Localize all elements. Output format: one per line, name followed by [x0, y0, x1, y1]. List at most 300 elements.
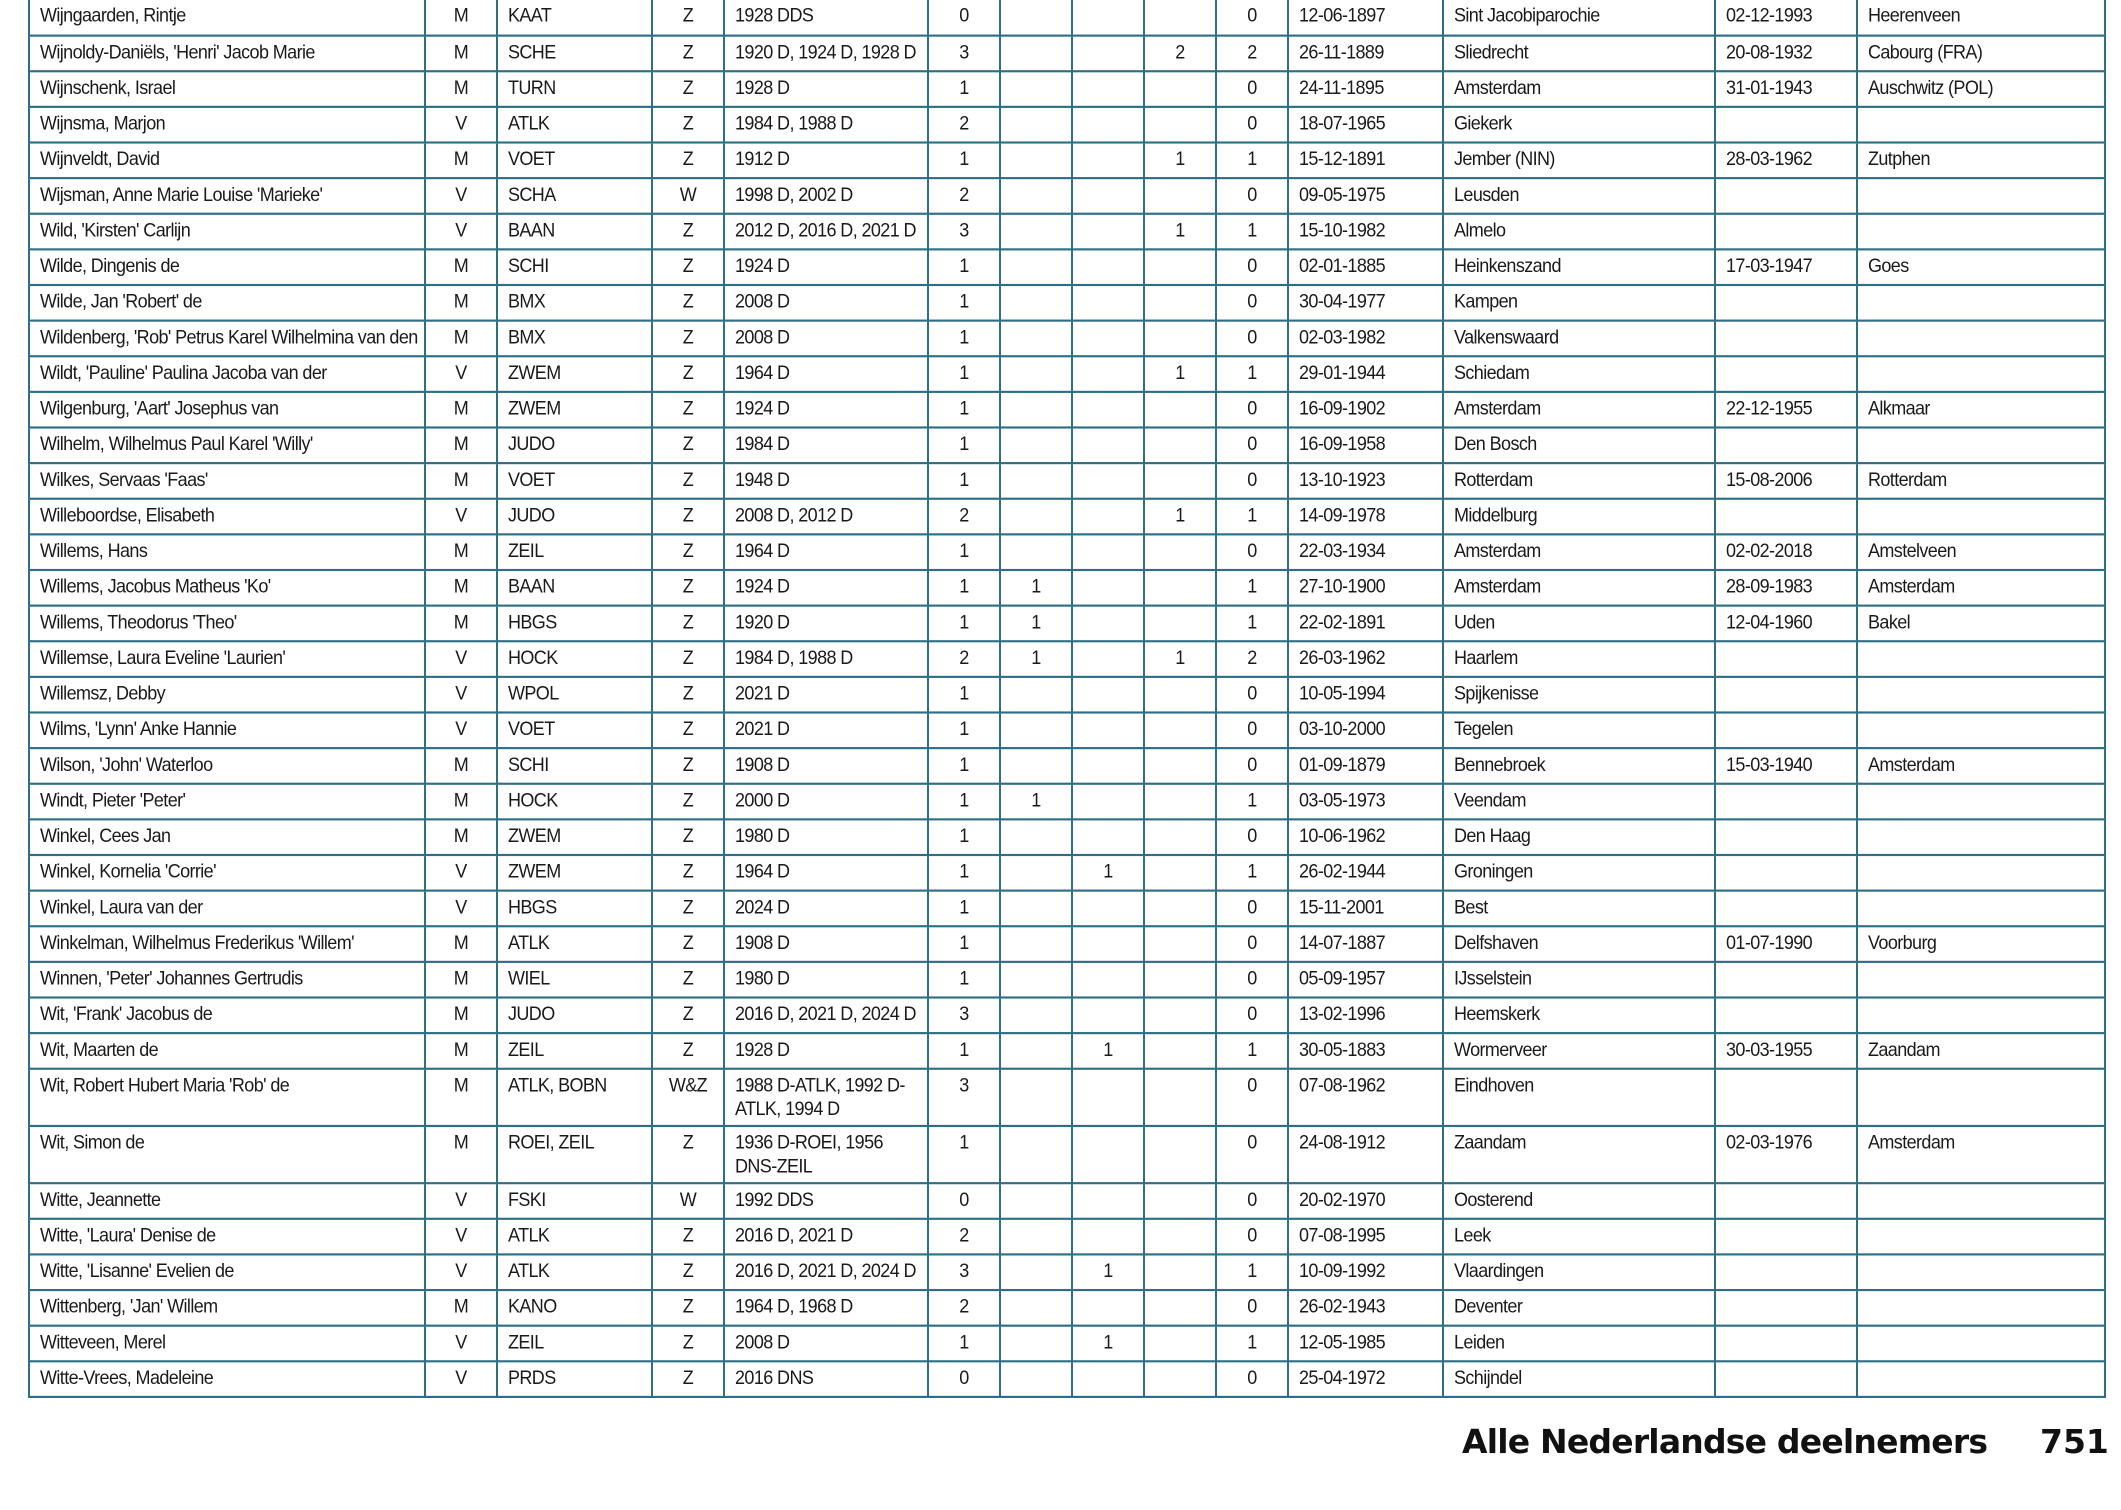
cell-gender: M — [425, 606, 497, 642]
cell-name: Wit, Robert Hubert Maria 'Rob' de — [29, 1069, 425, 1126]
cell-birth-place: Deventer — [1443, 1290, 1715, 1326]
cell-participations: 1912 D — [724, 142, 928, 178]
cell-name: Wilgenburg, 'Aart' Josephus van — [29, 392, 425, 428]
cell-gold — [1000, 499, 1072, 535]
cell-season: Z — [652, 534, 724, 570]
cell-season: Z — [652, 784, 724, 820]
cell-medals: 1 — [1216, 1033, 1288, 1069]
cell-name: Windt, Pieter 'Peter' — [29, 784, 425, 820]
cell-sport: HBGS — [497, 606, 652, 642]
table-row — [29, 392, 2105, 428]
table-row — [29, 1183, 2105, 1219]
cell-death-date — [1715, 1361, 1857, 1397]
cell-participations: 1924 D — [724, 570, 928, 606]
cell-birth-place: Veendam — [1443, 784, 1715, 820]
cell-birth-place: Den Haag — [1443, 819, 1715, 855]
cell-sport: ZWEM — [497, 356, 652, 392]
cell-birth-date: 10-05-1994 — [1288, 677, 1443, 713]
cell-death-date: 02-02-2018 — [1715, 534, 1857, 570]
cell-season: Z — [652, 214, 724, 250]
cell-sport: WIEL — [497, 962, 652, 998]
cell-birth-place: Heinkenszand — [1443, 249, 1715, 285]
cell-silver — [1072, 1126, 1144, 1183]
cell-birth-date: 02-01-1885 — [1288, 249, 1443, 285]
cell-gold: 1 — [1000, 606, 1072, 642]
cell-count: 0 — [928, 0, 1000, 36]
cell-silver — [1072, 356, 1144, 392]
cell-gold — [1000, 285, 1072, 321]
cell-bronze — [1144, 677, 1216, 713]
cell-bronze — [1144, 0, 1216, 36]
cell-participations: 2008 D — [724, 1326, 928, 1362]
cell-silver — [1072, 1069, 1144, 1126]
table-row — [29, 606, 2105, 642]
cell-participations: 1920 D, 1924 D, 1928 D — [724, 36, 928, 72]
cell-birth-place: Amsterdam — [1443, 392, 1715, 428]
cell-name: Winkel, Kornelia 'Corrie' — [29, 855, 425, 891]
cell-birth-date: 26-03-1962 — [1288, 641, 1443, 677]
cell-sport: SCHE — [497, 36, 652, 72]
cell-gold — [1000, 427, 1072, 463]
cell-season: Z — [652, 819, 724, 855]
cell-season: Z — [652, 1290, 724, 1326]
cell-name: Wildt, 'Pauline' Paulina Jacoba van der — [29, 356, 425, 392]
table-row — [29, 36, 2105, 72]
cell-sport: TURN — [497, 71, 652, 107]
cell-participations: 1998 D, 2002 D — [724, 178, 928, 214]
cell-gold — [1000, 1219, 1072, 1255]
cell-gender: M — [425, 285, 497, 321]
cell-medals: 0 — [1216, 1290, 1288, 1326]
cell-participations: 2016 D, 2021 D — [724, 1219, 928, 1255]
cell-gender: M — [425, 427, 497, 463]
cell-medals: 0 — [1216, 748, 1288, 784]
table-row — [29, 677, 2105, 713]
cell-birth-place: Sliedrecht — [1443, 36, 1715, 72]
cell-silver — [1072, 499, 1144, 535]
cell-birth-date: 22-03-1934 — [1288, 534, 1443, 570]
cell-silver — [1072, 249, 1144, 285]
cell-participations: 1928 D — [724, 71, 928, 107]
cell-participations: 2016 D, 2021 D, 2024 D — [724, 1254, 928, 1290]
cell-name: Witte, 'Laura' Denise de — [29, 1219, 425, 1255]
table-row — [29, 321, 2105, 357]
cell-count: 1 — [928, 142, 1000, 178]
cell-death-date — [1715, 962, 1857, 998]
cell-death-place: Voorburg — [1857, 926, 2105, 962]
cell-gender: M — [425, 1290, 497, 1326]
cell-name: Witte, 'Lisanne' Evelien de — [29, 1254, 425, 1290]
cell-season: Z — [652, 891, 724, 927]
cell-medals: 0 — [1216, 1183, 1288, 1219]
cell-death-place — [1857, 641, 2105, 677]
cell-birth-date: 12-06-1897 — [1288, 0, 1443, 36]
cell-count: 1 — [928, 748, 1000, 784]
cell-medals: 1 — [1216, 214, 1288, 250]
cell-season: Z — [652, 926, 724, 962]
cell-participations: 2008 D — [724, 285, 928, 321]
cell-gender: V — [425, 677, 497, 713]
cell-participations: 1980 D — [724, 962, 928, 998]
cell-silver — [1072, 178, 1144, 214]
cell-birth-date: 16-09-1902 — [1288, 392, 1443, 428]
cell-birth-date: 15-11-2001 — [1288, 891, 1443, 927]
cell-sport: ATLK, BOBN — [497, 1069, 652, 1126]
cell-season: Z — [652, 285, 724, 321]
table-row — [29, 1326, 2105, 1362]
cell-medals: 0 — [1216, 427, 1288, 463]
cell-gender: M — [425, 748, 497, 784]
cell-name: Wildenberg, 'Rob' Petrus Karel Wilhelmina van den — [29, 321, 425, 357]
cell-gold: 1 — [1000, 641, 1072, 677]
cell-medals: 0 — [1216, 463, 1288, 499]
cell-sport: ATLK — [497, 1254, 652, 1290]
cell-season: Z — [652, 321, 724, 357]
cell-death-date — [1715, 285, 1857, 321]
cell-bronze: 2 — [1144, 36, 1216, 72]
cell-death-place — [1857, 321, 2105, 357]
cell-silver — [1072, 677, 1144, 713]
cell-death-date — [1715, 1326, 1857, 1362]
cell-death-place: Amsterdam — [1857, 570, 2105, 606]
cell-birth-date: 14-07-1887 — [1288, 926, 1443, 962]
cell-gold — [1000, 36, 1072, 72]
cell-bronze — [1144, 962, 1216, 998]
cell-bronze — [1144, 427, 1216, 463]
cell-birth-date: 24-11-1895 — [1288, 71, 1443, 107]
cell-medals: 0 — [1216, 249, 1288, 285]
cell-season: W — [652, 1183, 724, 1219]
cell-count: 3 — [928, 997, 1000, 1033]
cell-bronze — [1144, 1183, 1216, 1219]
cell-season: Z — [652, 356, 724, 392]
table-row — [29, 534, 2105, 570]
cell-participations: 2012 D, 2016 D, 2021 D — [724, 214, 928, 250]
cell-birth-date: 10-09-1992 — [1288, 1254, 1443, 1290]
cell-count: 1 — [928, 1126, 1000, 1183]
cell-bronze — [1144, 748, 1216, 784]
cell-death-date — [1715, 1290, 1857, 1326]
cell-gold — [1000, 71, 1072, 107]
cell-gender: M — [425, 36, 497, 72]
cell-birth-date: 07-08-1962 — [1288, 1069, 1443, 1126]
cell-birth-date: 03-10-2000 — [1288, 712, 1443, 748]
cell-gold — [1000, 392, 1072, 428]
cell-medals: 0 — [1216, 1069, 1288, 1126]
cell-birth-date: 03-05-1973 — [1288, 784, 1443, 820]
cell-participations: 2024 D — [724, 891, 928, 927]
cell-birth-date: 02-03-1982 — [1288, 321, 1443, 357]
cell-bronze — [1144, 855, 1216, 891]
table-row — [29, 926, 2105, 962]
cell-participations: 1908 D — [724, 926, 928, 962]
cell-count: 0 — [928, 1361, 1000, 1397]
cell-count: 3 — [928, 1069, 1000, 1126]
cell-participations: 1924 D — [724, 392, 928, 428]
cell-bronze — [1144, 392, 1216, 428]
cell-bronze — [1144, 819, 1216, 855]
cell-gender: M — [425, 997, 497, 1033]
cell-death-date: 28-09-1983 — [1715, 570, 1857, 606]
table-row — [29, 962, 2105, 998]
cell-death-date — [1715, 677, 1857, 713]
table-row — [29, 463, 2105, 499]
cell-death-place: Cabourg (FRA) — [1857, 36, 2105, 72]
cell-gender: V — [425, 1361, 497, 1397]
cell-gender: V — [425, 107, 497, 143]
cell-birth-place: Spijkenisse — [1443, 677, 1715, 713]
cell-count: 0 — [928, 1183, 1000, 1219]
cell-name: Wittenberg, 'Jan' Willem — [29, 1290, 425, 1326]
cell-birth-date: 22-02-1891 — [1288, 606, 1443, 642]
cell-medals: 0 — [1216, 997, 1288, 1033]
cell-gender: M — [425, 534, 497, 570]
cell-birth-place: Oosterend — [1443, 1183, 1715, 1219]
cell-death-place: Alkmaar — [1857, 392, 2105, 428]
cell-death-date — [1715, 712, 1857, 748]
cell-participations: 2000 D — [724, 784, 928, 820]
cell-bronze: 1 — [1144, 142, 1216, 178]
cell-name: Wijsman, Anne Marie Louise 'Marieke' — [29, 178, 425, 214]
page-number: 751 — [2040, 1422, 2109, 1461]
cell-season: Z — [652, 392, 724, 428]
cell-count: 1 — [928, 606, 1000, 642]
cell-silver — [1072, 36, 1144, 72]
cell-gold — [1000, 926, 1072, 962]
cell-birth-date: 01-09-1879 — [1288, 748, 1443, 784]
cell-silver — [1072, 463, 1144, 499]
cell-death-place — [1857, 677, 2105, 713]
cell-sport: BAAN — [497, 214, 652, 250]
cell-silver: 1 — [1072, 1326, 1144, 1362]
cell-death-date — [1715, 855, 1857, 891]
cell-name: Willemse, Laura Eveline 'Laurien' — [29, 641, 425, 677]
cell-season: Z — [652, 677, 724, 713]
cell-birth-date: 15-10-1982 — [1288, 214, 1443, 250]
cell-name: Winkel, Laura van der — [29, 891, 425, 927]
cell-season: Z — [652, 855, 724, 891]
participants-table-wrapper — [28, 0, 2104, 1389]
cell-count: 3 — [928, 214, 1000, 250]
cell-birth-date: 30-05-1883 — [1288, 1033, 1443, 1069]
cell-name: Winkel, Cees Jan — [29, 819, 425, 855]
table-row — [29, 1126, 2105, 1183]
cell-participations: 2008 D, 2012 D — [724, 499, 928, 535]
cell-sport: BAAN — [497, 570, 652, 606]
cell-sport: HBGS — [497, 891, 652, 927]
table-row — [29, 1254, 2105, 1290]
cell-death-date — [1715, 1254, 1857, 1290]
cell-birth-place: Middelburg — [1443, 499, 1715, 535]
cell-count: 1 — [928, 321, 1000, 357]
cell-name: Wilde, Jan 'Robert' de — [29, 285, 425, 321]
cell-season: Z — [652, 606, 724, 642]
cell-medals: 0 — [1216, 285, 1288, 321]
cell-medals: 0 — [1216, 534, 1288, 570]
cell-birth-place: Delfshaven — [1443, 926, 1715, 962]
cell-death-place — [1857, 107, 2105, 143]
cell-name: Wijngaarden, Rintje — [29, 0, 425, 36]
cell-sport: KANO — [497, 1290, 652, 1326]
cell-death-date: 15-03-1940 — [1715, 748, 1857, 784]
cell-death-place: Heerenveen — [1857, 0, 2105, 36]
cell-silver — [1072, 427, 1144, 463]
table-row — [29, 1361, 2105, 1397]
cell-name: Wilms, 'Lynn' Anke Hannie — [29, 712, 425, 748]
cell-birth-place: Tegelen — [1443, 712, 1715, 748]
cell-birth-place: Den Bosch — [1443, 427, 1715, 463]
cell-death-place: Rotterdam — [1857, 463, 2105, 499]
cell-silver — [1072, 926, 1144, 962]
cell-birth-date: 26-02-1944 — [1288, 855, 1443, 891]
cell-silver — [1072, 534, 1144, 570]
cell-birth-date: 12-05-1985 — [1288, 1326, 1443, 1362]
cell-sport: ZWEM — [497, 819, 652, 855]
cell-gender: M — [425, 321, 497, 357]
table-row — [29, 0, 2105, 36]
cell-medals: 0 — [1216, 0, 1288, 36]
cell-birth-date: 10-06-1962 — [1288, 819, 1443, 855]
cell-death-date — [1715, 107, 1857, 143]
cell-bronze — [1144, 1033, 1216, 1069]
cell-gender: V — [425, 1183, 497, 1219]
cell-name: Witte, Jeannette — [29, 1183, 425, 1219]
cell-medals: 2 — [1216, 36, 1288, 72]
cell-birth-place: Leusden — [1443, 178, 1715, 214]
cell-participations: 2021 D — [724, 712, 928, 748]
cell-bronze: 1 — [1144, 214, 1216, 250]
cell-gender: V — [425, 855, 497, 891]
cell-count: 1 — [928, 962, 1000, 998]
cell-gold — [1000, 1326, 1072, 1362]
cell-birth-place: Wormerveer — [1443, 1033, 1715, 1069]
cell-medals: 0 — [1216, 1361, 1288, 1397]
table-row — [29, 142, 2105, 178]
cell-participations: 1964 D — [724, 855, 928, 891]
cell-silver — [1072, 891, 1144, 927]
cell-bronze — [1144, 107, 1216, 143]
cell-birth-place: Amsterdam — [1443, 71, 1715, 107]
cell-birth-place: Jember (NIN) — [1443, 142, 1715, 178]
cell-silver — [1072, 1361, 1144, 1397]
cell-gender: M — [425, 784, 497, 820]
cell-name: Wijnveldt, David — [29, 142, 425, 178]
cell-death-place: Goes — [1857, 249, 2105, 285]
cell-death-place: Amsterdam — [1857, 748, 2105, 784]
cell-gold — [1000, 712, 1072, 748]
cell-medals: 1 — [1216, 784, 1288, 820]
cell-gold — [1000, 1183, 1072, 1219]
cell-name: Wilkes, Servaas 'Faas' — [29, 463, 425, 499]
cell-death-date: 20-08-1932 — [1715, 36, 1857, 72]
cell-silver — [1072, 606, 1144, 642]
cell-sport: ZWEM — [497, 855, 652, 891]
cell-birth-date: 15-12-1891 — [1288, 142, 1443, 178]
cell-gold — [1000, 1126, 1072, 1183]
cell-birth-date: 26-02-1943 — [1288, 1290, 1443, 1326]
cell-silver — [1072, 748, 1144, 784]
table-row — [29, 178, 2105, 214]
cell-sport: HOCK — [497, 784, 652, 820]
cell-season: Z — [652, 499, 724, 535]
table-row — [29, 855, 2105, 891]
cell-silver — [1072, 962, 1144, 998]
cell-name: Witteveen, Merel — [29, 1326, 425, 1362]
cell-gold — [1000, 962, 1072, 998]
cell-bronze — [1144, 534, 1216, 570]
cell-birth-date: 24-08-1912 — [1288, 1126, 1443, 1183]
cell-death-date — [1715, 321, 1857, 357]
cell-gold — [1000, 356, 1072, 392]
cell-bronze — [1144, 178, 1216, 214]
cell-birth-place: Schijndel — [1443, 1361, 1715, 1397]
table-row — [29, 249, 2105, 285]
cell-gender: M — [425, 142, 497, 178]
cell-gender: M — [425, 392, 497, 428]
cell-birth-date: 07-08-1995 — [1288, 1219, 1443, 1255]
cell-death-place — [1857, 1183, 2105, 1219]
cell-count: 1 — [928, 712, 1000, 748]
cell-medals: 0 — [1216, 178, 1288, 214]
cell-birth-place: Bennebroek — [1443, 748, 1715, 784]
cell-silver — [1072, 285, 1144, 321]
cell-death-place: Zutphen — [1857, 142, 2105, 178]
cell-name: Willems, Theodorus 'Theo' — [29, 606, 425, 642]
cell-count: 1 — [928, 285, 1000, 321]
cell-count: 1 — [928, 1033, 1000, 1069]
cell-sport: BMX — [497, 285, 652, 321]
cell-medals: 0 — [1216, 712, 1288, 748]
cell-birth-place: Zaandam — [1443, 1126, 1715, 1183]
cell-death-place: Auschwitz (POL) — [1857, 71, 2105, 107]
cell-birth-place: Rotterdam — [1443, 463, 1715, 499]
cell-gender: V — [425, 641, 497, 677]
cell-bronze — [1144, 321, 1216, 357]
cell-participations: 1908 D — [724, 748, 928, 784]
cell-participations: 1992 DDS — [724, 1183, 928, 1219]
cell-participations: 1964 D, 1968 D — [724, 1290, 928, 1326]
table-row — [29, 819, 2105, 855]
cell-gender: M — [425, 71, 497, 107]
cell-birth-place: Eindhoven — [1443, 1069, 1715, 1126]
cell-sport: FSKI — [497, 1183, 652, 1219]
cell-gender: M — [425, 1033, 497, 1069]
cell-season: Z — [652, 142, 724, 178]
cell-medals: 0 — [1216, 677, 1288, 713]
cell-death-date — [1715, 356, 1857, 392]
cell-sport: ATLK — [497, 107, 652, 143]
cell-season: Z — [652, 712, 724, 748]
cell-sport: ZEIL — [497, 1033, 652, 1069]
cell-name: Willems, Hans — [29, 534, 425, 570]
cell-death-date: 31-01-1943 — [1715, 71, 1857, 107]
cell-silver — [1072, 1219, 1144, 1255]
cell-count: 2 — [928, 499, 1000, 535]
cell-count: 1 — [928, 677, 1000, 713]
cell-name: Winkelman, Wilhelmus Frederikus 'Willem' — [29, 926, 425, 962]
cell-death-date — [1715, 499, 1857, 535]
cell-sport: ZEIL — [497, 534, 652, 570]
cell-medals: 0 — [1216, 1219, 1288, 1255]
participants-table — [28, 0, 2106, 1398]
cell-silver: 1 — [1072, 1033, 1144, 1069]
cell-medals: 1 — [1216, 855, 1288, 891]
cell-silver — [1072, 1290, 1144, 1326]
cell-count: 1 — [928, 926, 1000, 962]
cell-count: 1 — [928, 249, 1000, 285]
cell-medals: 0 — [1216, 107, 1288, 143]
cell-death-place — [1857, 855, 2105, 891]
